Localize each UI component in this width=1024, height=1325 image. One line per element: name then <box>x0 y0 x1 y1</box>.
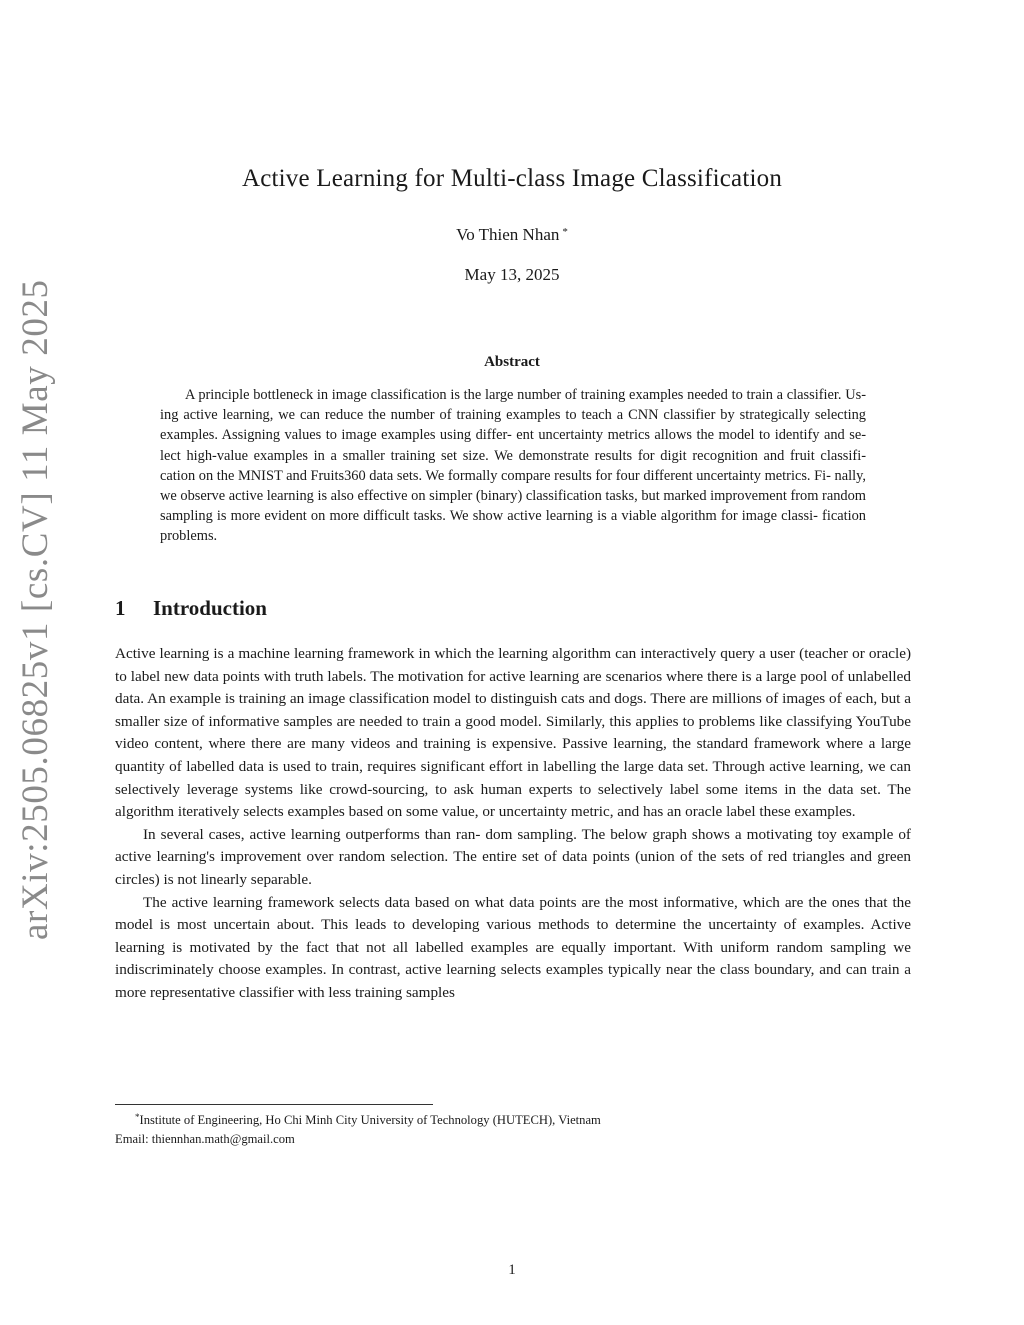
page-number: 1 <box>508 1262 516 1278</box>
section-title: Introduction <box>153 596 267 620</box>
section-number: 1 <box>115 596 126 620</box>
paragraph: In several cases, active learning outperforms than ran- dom sampling. The below graph shows a motivating toy example of active learning's improvement over random selection. The entire set of data points (union of the sets of red triangles and green circles) is not linearly separable. <box>115 825 911 888</box>
author-line <box>0 225 1024 245</box>
footnote-divider <box>115 1104 433 1105</box>
paper-date: May 13, 2025 <box>464 265 560 284</box>
introduction-body <box>115 643 911 1005</box>
footnote-affiliation: Institute of Engineering, Ho Chi Minh City University of Technology (HUTECH), Vietnam <box>139 1113 601 1127</box>
abstract-heading: Abstract <box>484 354 540 370</box>
footnote <box>115 1108 911 1148</box>
footnote-affiliation-line <box>115 1108 911 1130</box>
footnote-mark: * <box>135 1112 140 1122</box>
paragraph: The active learning framework selects data based on what data points are the most informative, which are the ones that the model is most uncertain about. This leads to developing various methods to determine the uncertainty of examples. Active learning is motivated by the fact that not all labelled examples are equally important. With uniform random sampling we indiscriminately choose examples. In contrast, active learning selects examples typically near the class boundary, and can train a more representative classifier with less training samples <box>115 893 911 1001</box>
author-footnote-mark[interactable]: * <box>562 226 568 238</box>
author-name: Vo Thien Nhan <box>456 225 560 244</box>
abstract-text: A principle bottleneck in image classification is the large number of training examples needed to train a classifier. Us- ing active learning, we can reduce the number of training examples to teach a CNN classifier by strategically selecting examples. Assigning values to image examples using differ- ent uncertainty metrics allows the model to identify and se- lect high-value examples in a smaller training set size. We demonstrate results for digit recognition and fruit classifi- cation on the MNIST and Fruits360 data sets. We formally compare results for four different uncertainty metrics. Fi- nally, we observe active learning is also effective on simpler (binary) classification tasks, but marked improvement from random sampling is more evident on more difficult tasks. We show active learning is a viable algorithm for image classi- fication problems. <box>160 387 866 545</box>
section-heading-introduction <box>115 596 267 621</box>
paragraph: Active learning is a machine learning framework in which the learning algorithm can interactively query a user (teacher or oracle) to label new data points with truth labels. The motivation for active learning are scenarios where there is a large pool of unlabelled data. An example is training an image classification model to distinguish cats and dogs. There are millions of images of each, but a smaller size of informative samples are needed to train a good model. Similarly, this applies to problems like classifying YouTube video content, where there are many videos and training is expensive. Passive learning, the standard framework where a large quantity of labelled data is used to train, requires significant effort in labelling the large data set. Through active learning, we can selectively leverage systems like crowd-sourcing, to ask human experts to selectively label some items in the data set. The algorithm iteratively selects examples based on some value, or uncertainty metric, and has an oracle label these examples. <box>115 645 911 821</box>
footnote-email[interactable]: Email: thiennhan.math@gmail.com <box>115 1131 295 1146</box>
paper-title: Active Learning for Multi-class Image Classification <box>241 165 783 192</box>
arxiv-identifier-stamp: arXiv:2505.06825v1 [cs.CV] 11 May 2025 <box>15 279 56 940</box>
